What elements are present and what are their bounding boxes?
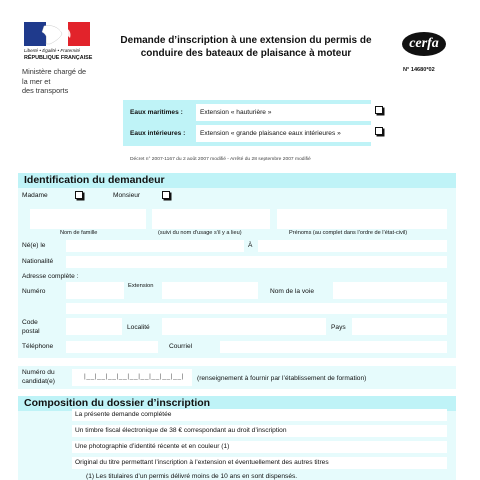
option-interieures-checkbox[interactable] (375, 127, 383, 135)
monsieur-checkbox[interactable] (162, 191, 170, 199)
republic-motto: Liberté • Égalité • Fraternité (24, 48, 81, 53)
telephone-field[interactable] (66, 341, 158, 353)
form-title: Demande d’inscription à une extension du permis de conduire des bateaux de plaisance à moteur (120, 35, 372, 59)
nom-voie-label: Nom de la voie (270, 288, 314, 295)
cerfa-number: N° 14680*02 (403, 67, 435, 73)
candidat-number-field[interactable] (72, 369, 192, 386)
option-interieures-value: Extension « grande plaisance eaux intérieures » (200, 130, 341, 137)
nom-usage-label: (suivi du nom d’usage s’il y a lieu) (158, 230, 242, 236)
composition-item: La présente demande complétée (72, 409, 447, 421)
decree-reference: Décret n° 2007-1167 du 2 août 2007 modifié - Arrêté du 28 septembre 2007 modifié (130, 157, 311, 162)
composition-footnote: (1) Les titulaires d’un permis délivré moins de 10 ans en sont dispensés. (86, 473, 298, 480)
a-label: À (248, 242, 253, 249)
madame-label: Madame (22, 192, 48, 199)
prenoms-label: Prénoms (au complet dans l’ordre de l’état-civil) (289, 230, 408, 236)
prenoms-field[interactable] (277, 209, 447, 229)
numero-label: Numéro (22, 288, 46, 295)
extension-field[interactable] (162, 282, 258, 299)
nom-voie-field[interactable] (333, 282, 447, 299)
composition-title: Composition du dossier d’inscription (24, 397, 211, 409)
numero-field[interactable] (66, 282, 124, 299)
identification-header (18, 173, 456, 188)
ministry-text: Ministère chargé de la mer et des transports (22, 67, 87, 95)
localite-label: Localité (127, 324, 150, 331)
composition-item: Un timbre fiscal électronique de 38 € correspondant au droit d’inscription (72, 425, 447, 437)
identification-title: Identification du demandeur (24, 174, 165, 186)
option-maritime-label: Eaux maritimes : (130, 109, 183, 116)
candidat-note: (renseignement à fournir par l’établissement de formation) (197, 375, 367, 382)
option-maritime-checkbox[interactable] (375, 106, 383, 114)
code-postal-label: Code postal (22, 319, 40, 335)
composition-item: Une photographie d’identité récente et en couleur (1) (72, 441, 447, 453)
ne-le-label: Né(e) le (22, 242, 46, 249)
republic-name: RÉPUBLIQUE FRANÇAISE (24, 55, 93, 61)
courriel-label: Courriel (169, 343, 193, 350)
option-interieures-label: Eaux intérieures : (130, 130, 186, 137)
monsieur-label: Monsieur (113, 192, 141, 199)
composition-item: Original du titre permettant l’inscription à l’extension et éventuellement des autres titres (72, 457, 447, 469)
lieu-naissance-field[interactable] (258, 240, 447, 252)
ne-le-field[interactable] (66, 240, 244, 252)
marianne-emblem-icon (24, 22, 90, 46)
option-maritime-value: Extension « hauturière » (200, 109, 272, 116)
nationalite-label: Nationalité (22, 258, 54, 265)
adresse-label: Adresse complète : (22, 273, 79, 280)
code-postal-field[interactable] (66, 318, 122, 335)
localite-field[interactable] (162, 318, 326, 335)
madame-checkbox[interactable] (75, 191, 83, 199)
nationalite-field[interactable] (66, 256, 447, 268)
extension-label: Extension (128, 283, 154, 289)
adresse-suite-field[interactable] (66, 303, 447, 314)
pays-label: Pays (331, 324, 346, 331)
republique-francaise-logo (24, 22, 94, 64)
nom-famille-field[interactable] (30, 209, 146, 229)
courriel-field[interactable] (220, 341, 447, 353)
candidat-label: Numéro du candidat(e) (22, 369, 55, 385)
telephone-label: Téléphone (22, 343, 54, 350)
cerfa-logo: cerfa (402, 32, 446, 56)
nom-famille-label: Nom de famille (60, 230, 98, 236)
pays-field[interactable] (352, 318, 447, 335)
nom-usage-field[interactable] (152, 209, 270, 229)
candidat-number-pattern: |__|__|__|__|__|__|__|__|__| (84, 373, 184, 380)
